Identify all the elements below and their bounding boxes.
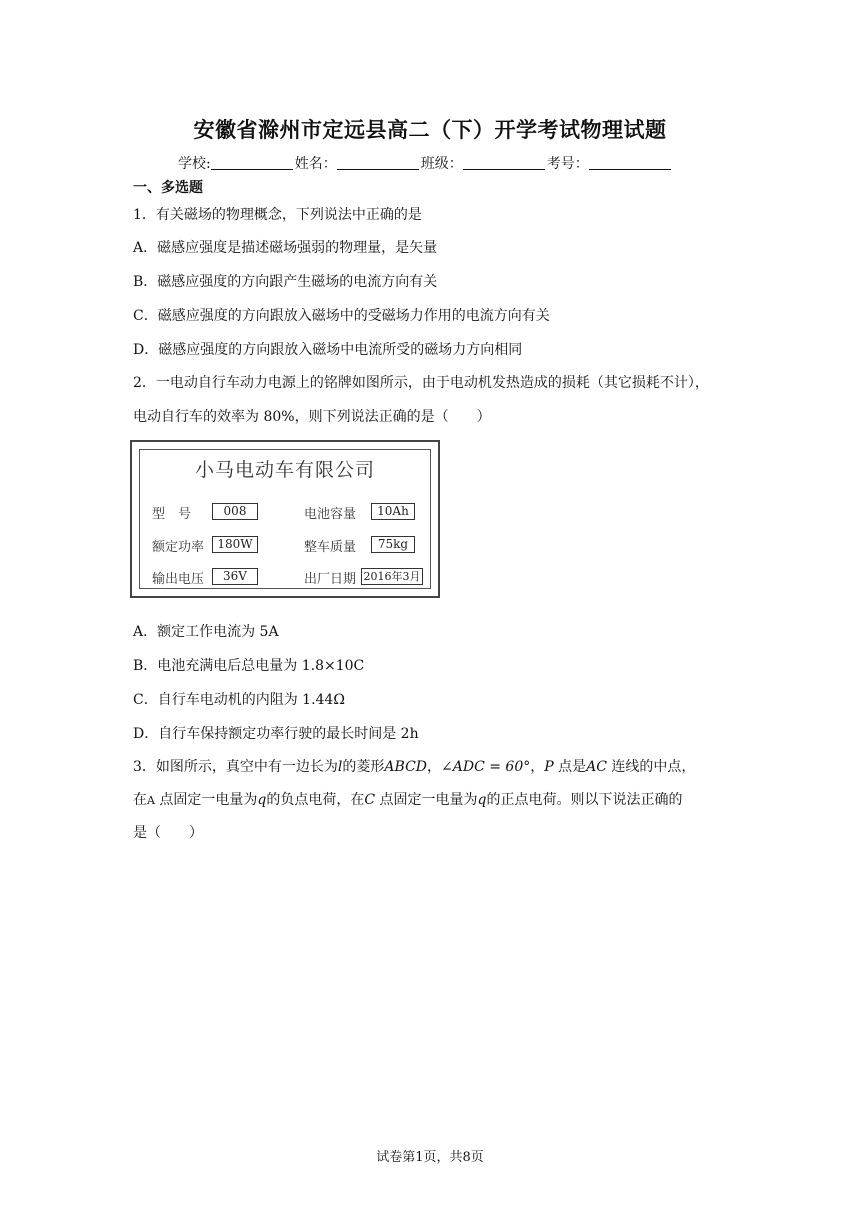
q3-var-q2: q: [477, 792, 487, 808]
q3-line2-text-c: 的负点电荷，在: [266, 792, 365, 808]
nameplate-mass-value: 75kg: [371, 536, 415, 553]
student-info-line: [178, 153, 673, 173]
nameplate-voltage-label: 输出电压: [152, 572, 205, 587]
q3-var-l: l: [337, 759, 343, 775]
school-blank: [211, 154, 293, 170]
q1-option-d: D．磁感应强度的方向跟放入磁场中电流所受的磁场力方向相同: [133, 342, 523, 358]
q2-option-c: C．自行车电动机的内阻为 1.44Ω: [133, 692, 345, 708]
nameplate-date-label: 出厂日期: [304, 572, 357, 587]
q3-var-q1: q: [257, 792, 267, 808]
exam-number-label: 考号：: [546, 156, 589, 172]
q3-line1-text-b: 的菱形: [342, 759, 385, 775]
school-label: 学校:: [178, 156, 211, 172]
exam-number-blank: [589, 154, 671, 170]
q3-var-c: C: [364, 792, 376, 808]
section-heading: 一、多选题: [133, 180, 203, 196]
nameplate-battery-value: 10Ah: [371, 503, 415, 520]
q3-var-a: A: [147, 794, 155, 807]
nameplate-company: 小马电动车有限公司: [194, 459, 375, 481]
nameplate-battery-label: 电池容量: [304, 507, 357, 522]
q3-angle-adc: ∠ADC = 60°: [441, 759, 531, 775]
q2-option-a: A．额定工作电流为 5A: [133, 624, 279, 640]
q1-stem: 1．有关磁场的物理概念，下列说法中正确的是: [133, 207, 422, 223]
q1-option-b: B．磁感应强度的方向跟产生磁场的电流方向有关: [133, 274, 438, 290]
nameplate-model-label: 型 号: [152, 507, 192, 522]
q1-option-c: C．磁感应强度的方向跟放入磁场中的受磁场力作用的电流方向有关: [133, 308, 550, 324]
class-label: 班级：: [420, 156, 463, 172]
q3-line2-text-a: 在: [133, 792, 147, 808]
q3-line2-text-e: 的正点电荷。则以下说法正确的: [486, 792, 683, 808]
nameplate-power-value: 180W: [212, 536, 258, 553]
q3-line1-text-a: 3．如图所示，真空中有一边长为: [133, 759, 338, 775]
q3-line3: 是（ ）: [133, 825, 203, 841]
q2-option-b: B．电池充满电后总电量为 1.8×10C: [133, 658, 365, 674]
q3-var-p: P: [544, 759, 554, 775]
q3-var-abcd: ABCD: [384, 759, 428, 775]
q2-stem-line1: 2．一电动自行车动力电源上的铭牌如图所示，由于电动机发热造成的损耗（其它损耗不计），: [133, 375, 709, 391]
nameplate-date-value: 2016年3月: [361, 568, 423, 585]
q3-line2-text-d: 点固定一电量为: [375, 792, 478, 808]
page-footer: 试卷第1页，共8页: [376, 1150, 484, 1165]
q3-line1: [133, 756, 695, 776]
name-blank: [337, 154, 419, 170]
q1-option-a: A．磁感应强度是描述磁场强弱的物理量，是矢量: [133, 240, 438, 256]
nameplate-figure: [130, 440, 440, 598]
q3-line1-text-e: 点是: [553, 759, 587, 775]
q3-line2-text-b: 点固定一电量为: [154, 792, 258, 808]
q3-line1-text-f: 连线的中点，: [606, 759, 696, 775]
q3-var-ac: AC: [586, 759, 607, 775]
q3-line1-text-d: ，: [530, 759, 545, 775]
nameplate-model-value: 008: [212, 503, 258, 520]
q3-line1-text-c: ，: [427, 759, 442, 775]
document-title: 安徽省滁州市定远县高二（下）开学考试物理试题: [193, 118, 667, 142]
q3-line2: [133, 789, 683, 809]
class-blank: [463, 154, 545, 170]
nameplate-power-label: 额定功率: [152, 540, 205, 555]
name-label: 姓名：: [294, 156, 337, 172]
q2-option-d: D．自行车保持额定功率行驶的最长时间是 2h: [133, 726, 419, 742]
nameplate-voltage-value: 36V: [212, 568, 258, 585]
q2-stem-line2: 电动自行车的效率为 80%，则下列说法正确的是（ ）: [133, 409, 491, 425]
nameplate-mass-label: 整车质量: [304, 540, 357, 555]
